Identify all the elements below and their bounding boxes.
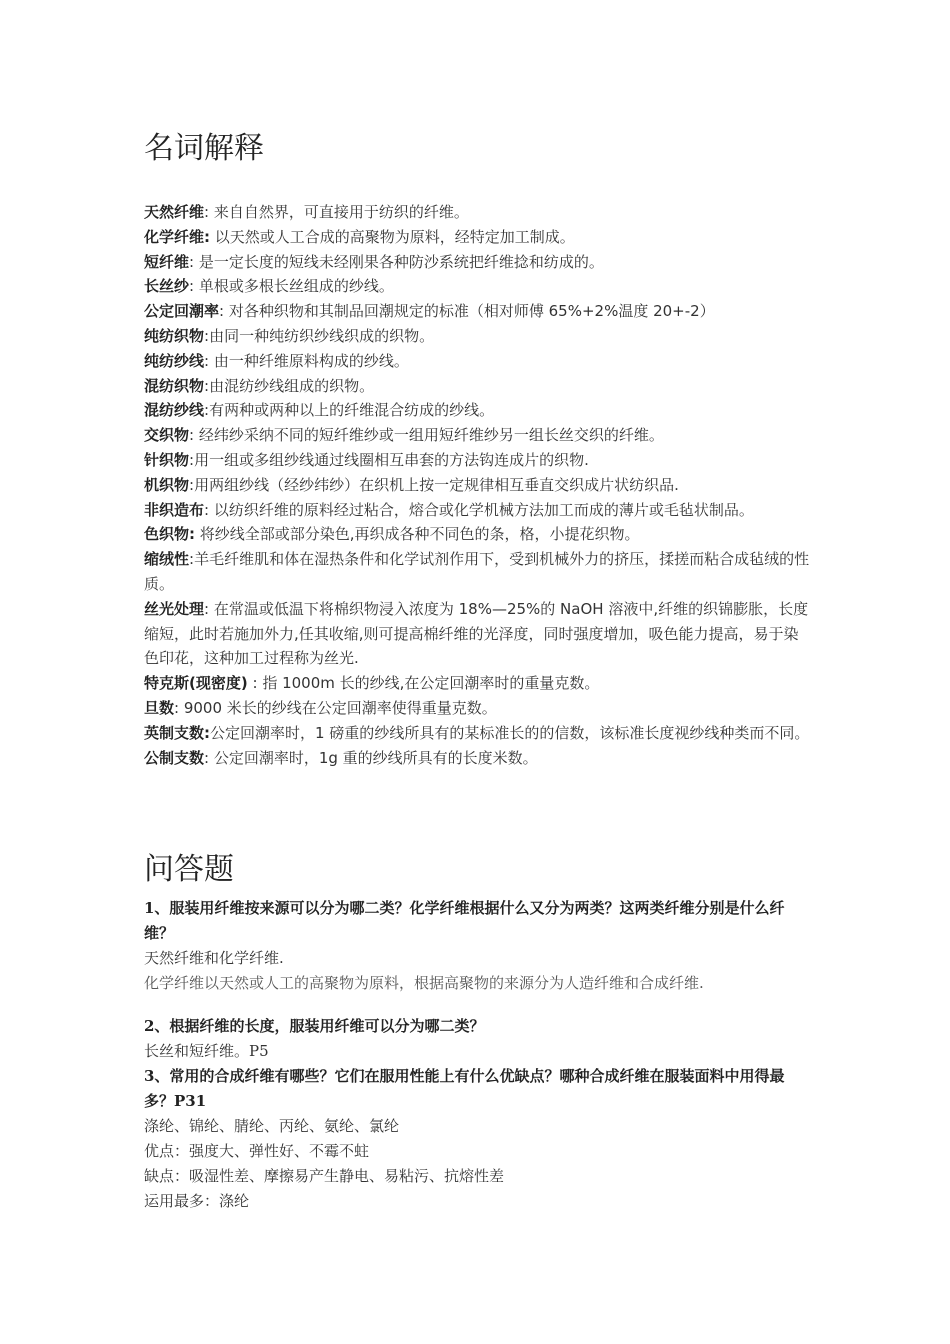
definition-text: 用两组纱线（经纱纬纱）在织机上按一定规律相互垂直交织成片状纺织品. — [194, 475, 679, 494]
definition-separator: : — [189, 426, 199, 445]
definition-term: 色织物: — [144, 525, 195, 544]
definition-item — [144, 324, 810, 349]
definition-separator: : — [204, 401, 210, 420]
definition-term: 短纤维 — [144, 252, 190, 271]
definition-text: 来自自然界，可直接用于纺织的纤维。 — [213, 203, 469, 221]
question-3: 3、常用的合成纤维有哪些？它们在服用性能上有什么优缺点？哪种合成纤维在服装面料中用得最多？P31 — [144, 1067, 785, 1110]
section-title-definitions: 名词解释 — [144, 131, 264, 166]
definition-term: 混纺织物 — [144, 376, 205, 395]
definitions-list — [144, 200, 810, 770]
definition-item — [144, 597, 810, 671]
definition-item — [144, 225, 810, 250]
definition-term: 丝光处理 — [144, 599, 205, 618]
definition-term: 特克斯(现密度) — [144, 674, 248, 693]
definition-item — [144, 696, 810, 721]
definition-item — [144, 398, 810, 423]
definition-separator: : — [204, 203, 214, 221]
definition-item — [144, 274, 810, 299]
definition-item — [144, 473, 810, 498]
definition-term: 缩绒性 — [144, 550, 190, 569]
definition-separator: : — [204, 748, 214, 767]
definition-text: 由一种纤维原料构成的纱线。 — [213, 351, 409, 370]
definition-term: 英制支数: — [144, 723, 210, 742]
definition-term: 机织物 — [144, 475, 190, 494]
definition-item — [144, 522, 810, 547]
definition-term: 针织物 — [144, 450, 190, 469]
definition-item — [144, 423, 810, 448]
definition-item — [144, 498, 810, 523]
definition-separator: : — [219, 302, 229, 321]
section-title-questions: 问答题 — [144, 852, 234, 887]
definition-term: 天然纤维 — [144, 203, 205, 221]
definition-text: 由同一种纯纺织纱线织成的织物。 — [209, 326, 435, 345]
definition-separator: : — [204, 599, 214, 618]
definition-term: 旦数 — [144, 698, 175, 717]
answer-3-line-3: 缺点：吸湿性差、摩擦易产生静电、易粘污、抗熔性差 — [144, 1167, 505, 1185]
definition-separator: : — [189, 277, 199, 296]
definition-text: 9000 米长的纱线在公定回潮率使得重量克数。 — [183, 698, 497, 717]
definition-separator: : — [204, 376, 210, 395]
answer-3-line-2: 优点：强度大、弹性好、不霉不蛀 — [144, 1142, 370, 1160]
definition-item — [144, 250, 810, 275]
definition-separator: : — [174, 698, 184, 717]
question-1: 1、服装用纤维按来源可以分为哪二类？化学纤维根据什么又分为两类？这两类纤维分别是什么纤维？ — [144, 899, 785, 942]
definition-item — [144, 547, 810, 597]
definition-text: 在常温或低温下将棉织物浸入浓度为 18%—25%的 NaOH 溶液中,纤维的织锦膨胀，长度缩短，此时若施加外力,任其收缩,则可提高棉纤维的光泽度，同时强度增加，吸色能力提高，易于染色印花，这种加工过程称为丝光. — [144, 599, 809, 668]
definition-item — [144, 349, 810, 374]
definition-term: 公定回潮率 — [144, 302, 220, 321]
definition-text: 羊毛纤维肌和体在湿热条件和化学试剂作用下，受到机械外力的挤压，揉搓而粘合成毡绒的性质。 — [144, 550, 810, 593]
answer-1-line-1: 天然纤维和化学纤维. — [144, 949, 284, 967]
answer-3-line-4: 运用最多：涤纶 — [144, 1192, 250, 1210]
definition-text: 公定回潮率时，1 磅重的纱线所具有的某标准长的的信数，该标准长度视纱线种类而不同。 — [210, 723, 810, 742]
definition-term: 纯纺纱线 — [144, 351, 205, 370]
definition-separator: : — [204, 500, 214, 519]
definition-item — [144, 746, 810, 771]
definition-term: 公制支数 — [144, 748, 205, 767]
definition-term: 混纺纱线 — [144, 401, 205, 420]
definition-separator: : — [204, 351, 214, 370]
definition-separator: : — [204, 326, 210, 345]
definition-text: 由混纺纱线组成的织物。 — [209, 376, 375, 395]
definition-term: 非织造布 — [144, 500, 205, 519]
answer-2: 长丝和短纤维。P5 — [144, 1042, 269, 1060]
definition-separator: : — [189, 550, 195, 569]
definition-item — [144, 671, 810, 696]
definition-term: 纯纺织物 — [144, 326, 205, 345]
definition-text: 公定回潮率时，1g 重的纱线所具有的长度米数。 — [213, 748, 538, 767]
definition-text: 以纺织纤维的原料经过粘合，熔合或化学机械方法加工而成的薄片或毛毡状制品。 — [213, 500, 754, 519]
definition-item — [144, 200, 810, 225]
definition-item — [144, 299, 810, 324]
definition-item — [144, 374, 810, 399]
definition-item — [144, 448, 810, 473]
definition-text: 经纬纱采纳不同的短纤维纱或一组用短纤维纱另一组长丝交织的纤维。 — [198, 426, 664, 445]
question-2: 2、根据纤维的长度，服装用纤维可以分为哪二类？ — [144, 1017, 485, 1035]
definition-text: 是一定长度的短线未经刚果各种防沙系统把纤维捻和纺成的。 — [198, 252, 604, 271]
definition-term: 长丝纱 — [144, 277, 190, 296]
definition-term: 交织物 — [144, 426, 190, 445]
definition-text: 指 1000m 长的纱线,在公定回潮率时的重量克数。 — [262, 674, 600, 693]
definition-text: 用一组或多组纱线通过线圈相互串套的方法钩连成片的织物. — [194, 450, 589, 469]
definition-item — [144, 721, 810, 746]
definition-text: 有两种或两种以上的纤维混合纺成的纱线。 — [209, 401, 495, 420]
answer-3-line-1: 涤纶、锦纶、腈纶、丙纶、氨纶、氯纶 — [144, 1117, 400, 1135]
definition-separator: : — [189, 252, 199, 271]
definition-text: 单根或多根长丝组成的纱线。 — [198, 277, 394, 296]
spacer — [144, 996, 810, 1014]
definition-term: 化学纤维: — [144, 227, 210, 246]
questions-list — [144, 896, 810, 1214]
answer-1-line-2: 化学纤维以天然或人工的高聚物为原料，根据高聚物的来源分为人造纤维和合成纤维. — [144, 974, 704, 992]
definition-separator: : — [189, 475, 195, 494]
definition-text: 以天然或人工合成的高聚物为原料，经特定加工制成。 — [214, 227, 575, 246]
definition-separator: : — [189, 450, 195, 469]
definition-text: 对各种织物和其制品回潮规定的标准（相对师傅 65%+2%温度 20+-2） — [228, 302, 715, 321]
definition-text: 将纱线全部或部分染色,再织成各种不同色的条，格，小提花织物。 — [199, 525, 640, 544]
definition-separator: : — [247, 674, 263, 693]
